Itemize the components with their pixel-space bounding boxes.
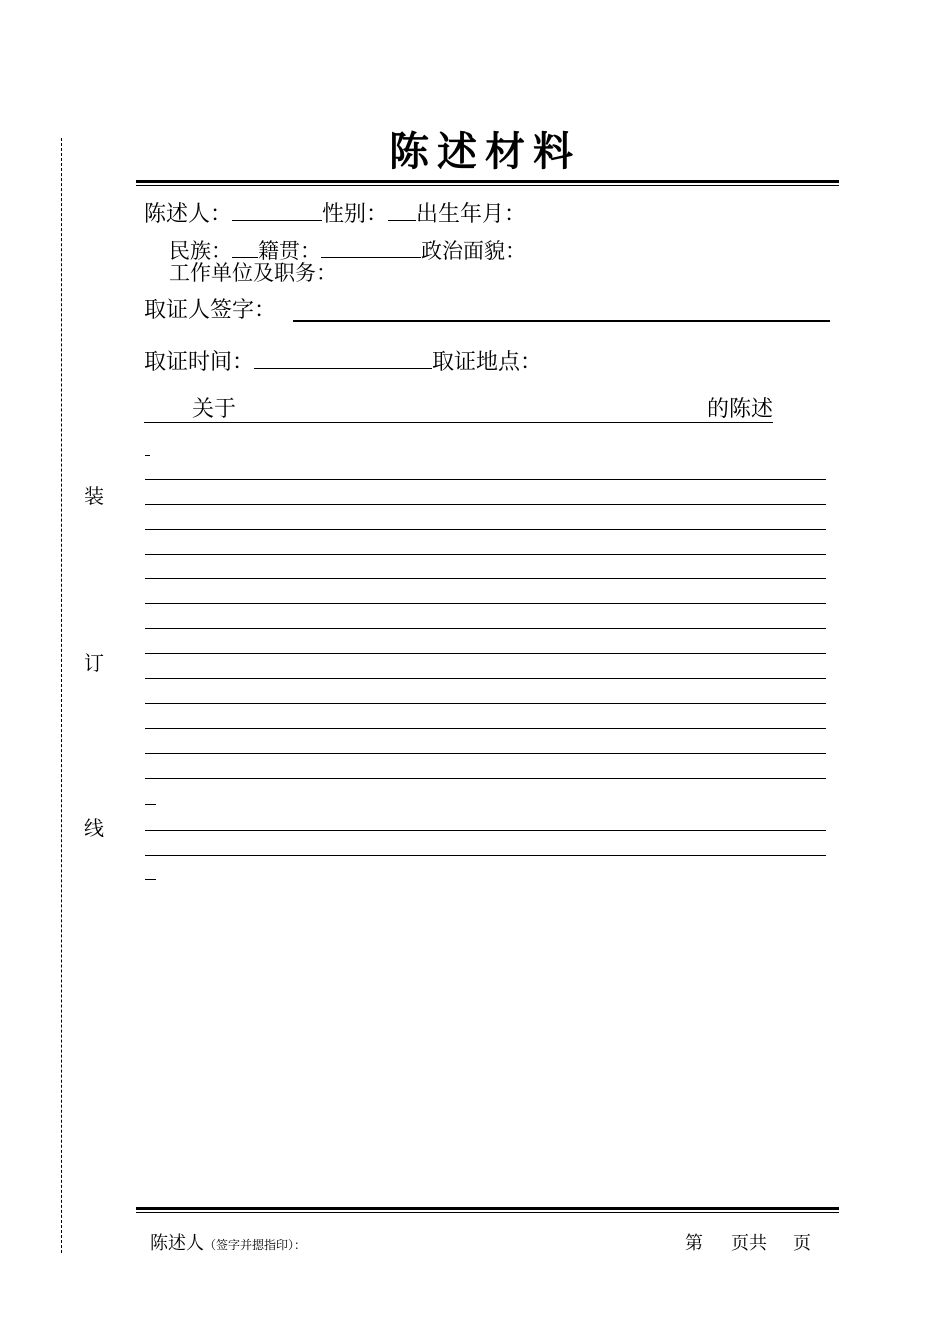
body-line[interactable] bbox=[145, 728, 826, 729]
collector-sign-row bbox=[144, 297, 276, 325]
footer-page-prefix: 第 bbox=[685, 1233, 703, 1254]
gender-label: 性别： bbox=[322, 202, 389, 227]
body-line-stub bbox=[145, 804, 156, 805]
binding-char-ding: 订 bbox=[84, 651, 104, 675]
body-line[interactable] bbox=[145, 830, 826, 831]
collector-sign-field[interactable] bbox=[293, 320, 830, 322]
body-line[interactable] bbox=[145, 554, 826, 555]
body-line[interactable] bbox=[145, 653, 826, 654]
native-place-field[interactable] bbox=[321, 235, 421, 258]
body-line[interactable] bbox=[145, 603, 826, 604]
body-line[interactable] bbox=[145, 504, 826, 505]
body-line[interactable] bbox=[145, 855, 826, 856]
footer-page-suffix: 页 bbox=[793, 1233, 811, 1254]
body-line[interactable] bbox=[145, 778, 826, 779]
footer-page-middle: 页共 bbox=[731, 1233, 767, 1254]
body-line[interactable] bbox=[145, 628, 826, 629]
body-line[interactable] bbox=[145, 703, 826, 704]
footer-signer-note: （签字并摁指印）： bbox=[204, 1238, 307, 1252]
binding-char-zhuang: 装 bbox=[84, 484, 104, 508]
footer-page-count bbox=[685, 1232, 811, 1256]
about-prefix: 关于 bbox=[192, 397, 237, 422]
gender-field[interactable] bbox=[388, 198, 416, 221]
bottom-rule-thick bbox=[136, 1207, 839, 1210]
binding-char-xian: 线 bbox=[84, 816, 104, 840]
body-line[interactable] bbox=[145, 753, 826, 754]
binding-dashed-line bbox=[61, 138, 62, 1253]
speaker-row bbox=[144, 198, 526, 229]
body-line[interactable] bbox=[145, 678, 826, 679]
footer-signer bbox=[150, 1232, 306, 1257]
workplace-label: 工作单位及职务： bbox=[169, 261, 337, 285]
speaker-field[interactable] bbox=[232, 198, 322, 221]
about-row bbox=[144, 396, 773, 431]
top-rule-thick bbox=[136, 180, 839, 183]
ethnicity-field[interactable] bbox=[232, 235, 258, 258]
about-suffix: 的陈述 bbox=[706, 397, 773, 422]
top-rule-thin bbox=[136, 185, 839, 186]
body-line-stub bbox=[145, 879, 156, 880]
body-line[interactable] bbox=[145, 529, 826, 530]
bottom-rule-thin bbox=[136, 1212, 839, 1213]
body-line-stub bbox=[145, 455, 150, 456]
page-title: 陈述材料 bbox=[389, 128, 581, 175]
collect-place-label: 取证地点： bbox=[432, 350, 543, 375]
collect-time-label: 取证时间： bbox=[144, 350, 255, 375]
workplace-row bbox=[169, 260, 337, 286]
about-field[interactable] bbox=[144, 396, 773, 423]
collect-time-row bbox=[144, 346, 542, 377]
body-line[interactable] bbox=[145, 578, 826, 579]
birth-label: 出生年月： bbox=[416, 202, 527, 227]
footer-signer-label: 陈述人 bbox=[150, 1233, 204, 1254]
body-line[interactable] bbox=[145, 479, 826, 480]
speaker-label: 陈述人： bbox=[144, 202, 233, 227]
ethnicity-label: 民族： bbox=[169, 239, 232, 263]
native-place-label: 籍贯： bbox=[258, 239, 321, 263]
collect-time-field[interactable] bbox=[254, 346, 432, 369]
political-label: 政治面貌： bbox=[421, 239, 526, 263]
collector-sign-label: 取证人签字： bbox=[144, 298, 277, 323]
